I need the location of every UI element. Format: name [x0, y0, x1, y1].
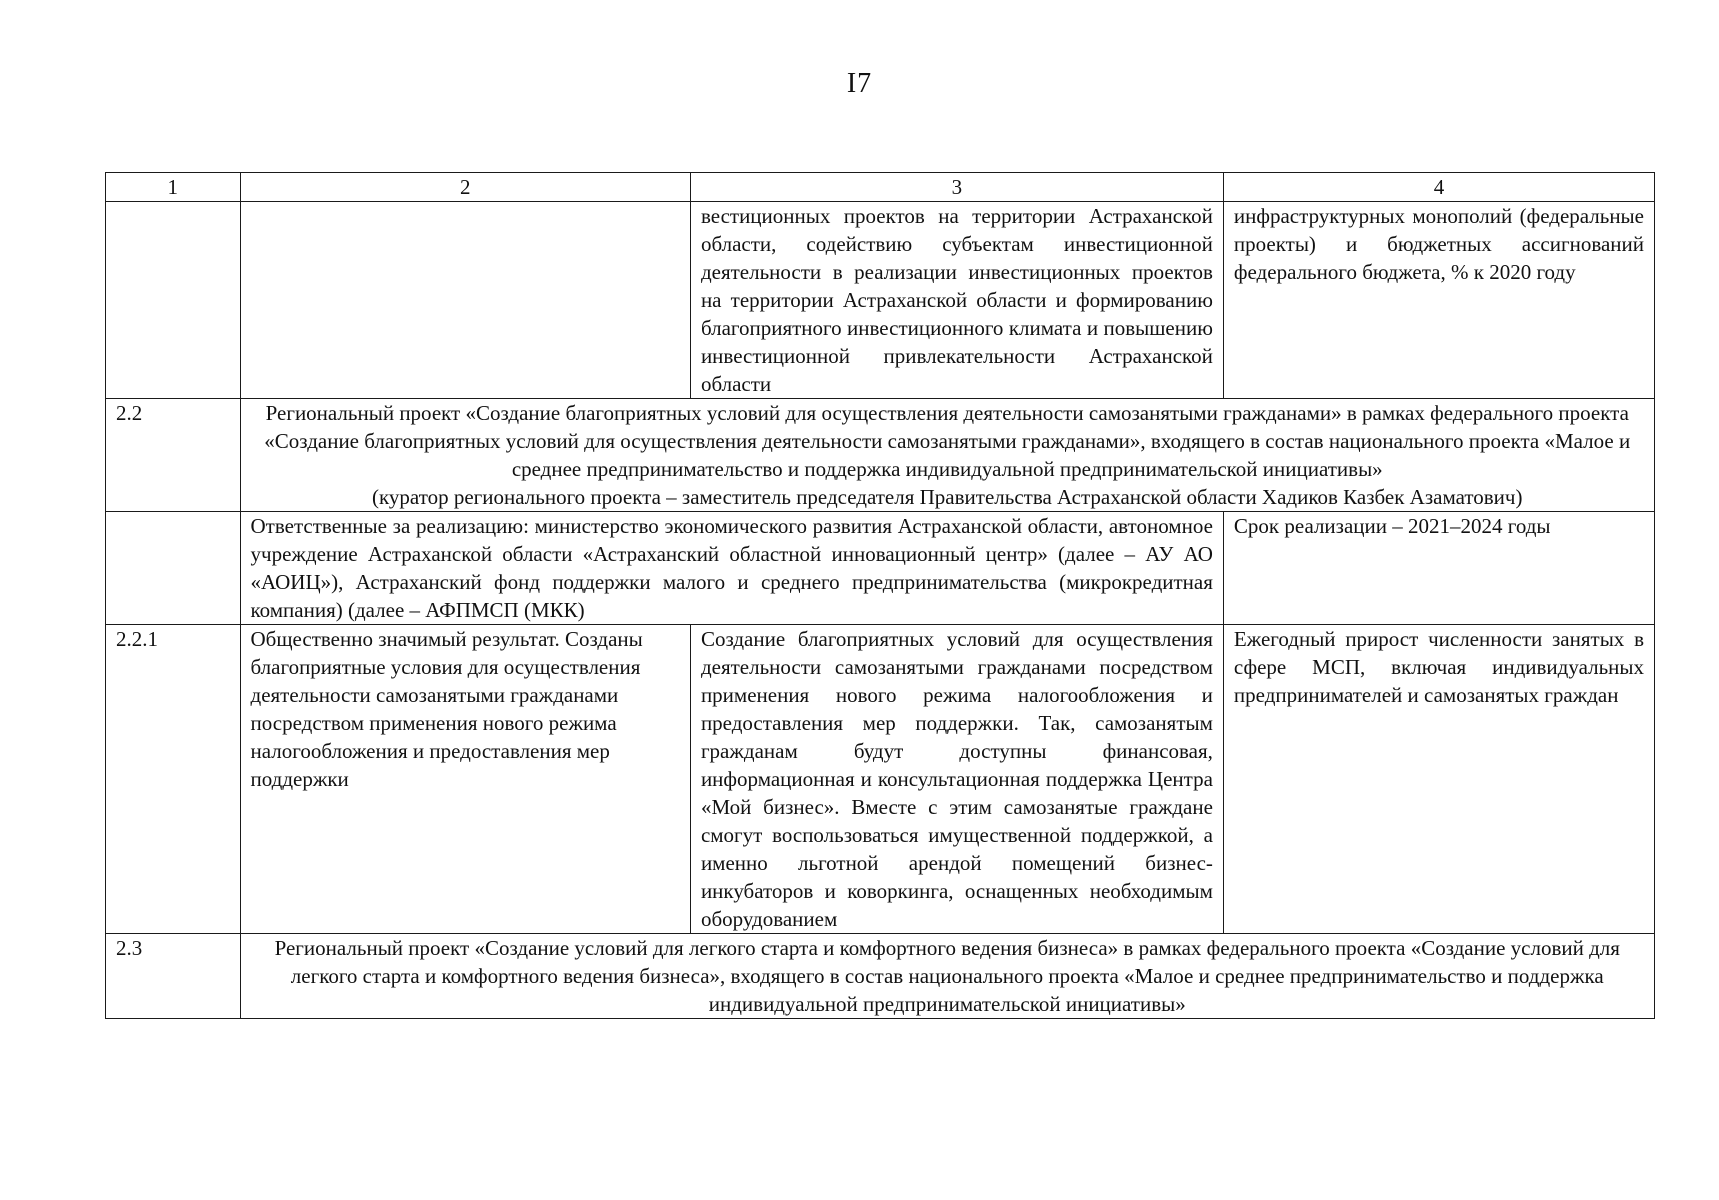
section-number: 2.3 [106, 934, 241, 1019]
responsible-row [106, 512, 1655, 625]
section-number: 2.2 [106, 399, 241, 512]
header-col-3: 3 [690, 173, 1223, 202]
result-description: Создание благоприятных условий для осуществления деятельности самозанятыми гражданами посредством применения нового режима налогообложения и предоставления мер поддержки. Так, самозанятым гражданам будут доступны финансовая, информационная и консультационная поддержка Центра «Мой бизнес». Вместе с этим самозанятые граждане смогут воспользоваться имущественной поддержкой, а именно льготной арендой помещений бизнес-инкубаторов и коворкинга, оснащенных необходимым оборудованием [690, 625, 1223, 934]
header-col-2: 2 [240, 173, 690, 202]
header-col-1: 1 [106, 173, 241, 202]
section-curator: (куратор регионального проекта – заместитель председателя Правительства Астраханской области Хадиков Казбек Азаматович) [372, 485, 1523, 509]
continuation-col-1 [106, 202, 241, 399]
program-table [105, 172, 1655, 1019]
section-title-cell [240, 399, 1654, 512]
result-text: Общественно значимый результат. Созданы благоприятные условия для осуществления деятельности самозанятыми гражданами посредством применения нового режима налогообложения и предоставления мер поддержки [240, 625, 690, 934]
header-row [106, 173, 1655, 202]
section-row-2-2 [106, 399, 1655, 512]
responsible-text: Ответственные за реализацию: министерство экономического развития Астраханской области, автономное учреждение Астраханской области «Астраханский областной инновационный центр» (далее – АУ АО «АОИЦ»), Астраханский фонд поддержки малого и среднего предпринимательства (микрокредитная компания) (далее – АФПМСП (МКК) [240, 512, 1223, 625]
continuation-row [106, 202, 1655, 399]
responsible-col-1 [106, 512, 241, 625]
page-number: I7 [846, 68, 873, 99]
section-title: Региональный проект «Создание благоприятных условий для осуществления деятельности самозанятыми гражданами» в рамках федерального проекта «Создание благоприятных условий для осуществления деятельности самозанятыми гражданами», входящего в состав национального проекта «Малое и среднее предпринимательство и поддержка индивидуальной предпринимательской инициативы» [264, 401, 1631, 481]
result-row-2-2-1 [106, 625, 1655, 934]
continuation-description: вестиционных проектов на территории Астраханской области, содействию субъектам инвестиционной деятельности в реализации инвестиционных проектов на территории Астраханской области и формированию благоприятного инвестиционного климата и повышению инвестиционной привлекательности Астраханской области [690, 202, 1223, 399]
result-number: 2.2.1 [106, 625, 241, 934]
header-col-4: 4 [1223, 173, 1654, 202]
implementation-term: Срок реализации – 2021–2024 годы [1223, 512, 1654, 625]
result-indicator: Ежегодный прирост численности занятых в сфере МСП, включая индивидуальных предпринимателей и самозанятых граждан [1223, 625, 1654, 934]
continuation-indicator: инфраструктурных монополий (федеральные проекты) и бюджетных ассигнований федерального бюджета, % к 2020 году [1223, 202, 1654, 399]
continuation-col-2 [240, 202, 690, 399]
section-row-2-3 [106, 934, 1655, 1019]
section-title: Региональный проект «Создание условий для легкого старта и комфортного ведения бизнеса» в рамках федерального проекта «Создание условий для легкого старта и комфортного ведения бизнеса», входящего в состав национального проекта «Малое и среднее предпринимательство и поддержка индивидуальной предпринимательской инициативы» [240, 934, 1654, 1019]
